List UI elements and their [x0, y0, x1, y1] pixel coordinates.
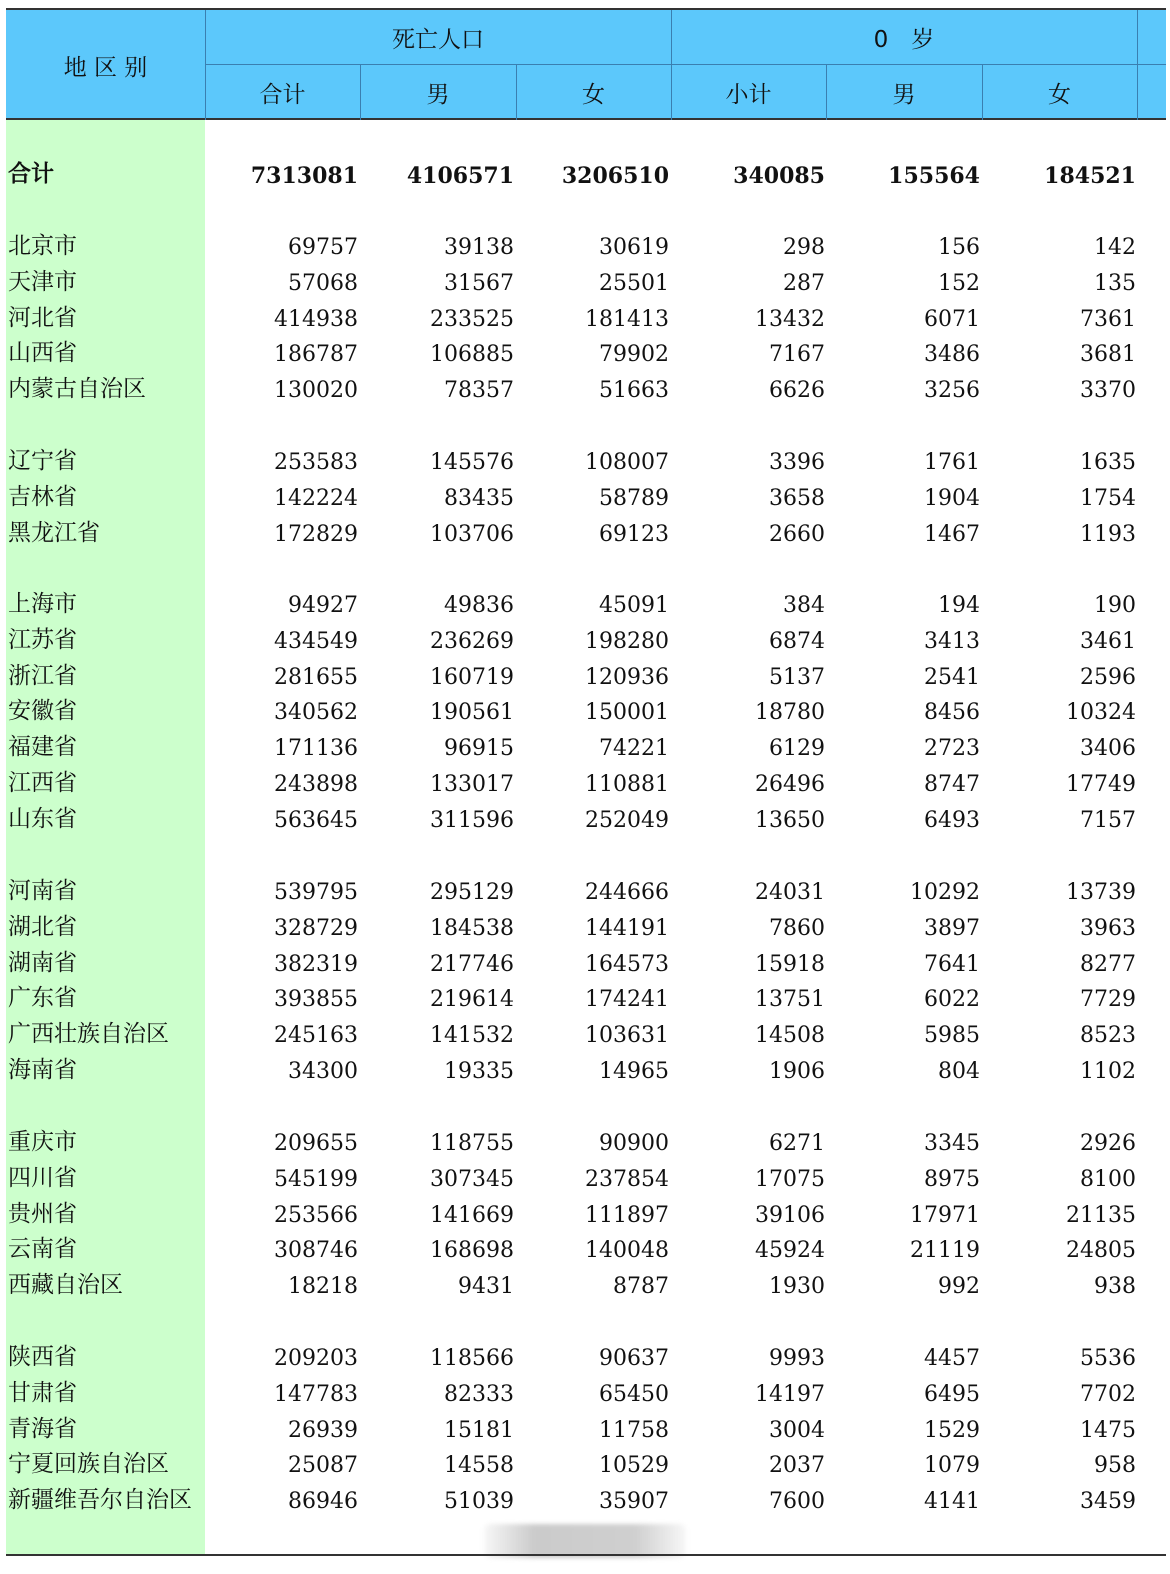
region-name: 安徽省 — [8, 698, 77, 725]
value-cell: 13432 — [755, 306, 825, 332]
value-cell: 96915 — [444, 736, 514, 762]
region-name: 浙江省 — [8, 662, 77, 689]
table-row — [6, 1339, 1166, 1375]
value-cell: 2596 — [1080, 664, 1136, 690]
table-row — [6, 945, 1166, 981]
value-cell: 340562 — [274, 700, 358, 726]
value-cell: 14558 — [444, 1453, 514, 1479]
table-row — [6, 1052, 1166, 1088]
region-name: 贵州省 — [8, 1200, 77, 1227]
value-cell: 190 — [1094, 593, 1136, 618]
value-cell: 17971 — [910, 1202, 980, 1228]
value-cell: 15918 — [755, 951, 825, 977]
region-name: 天津市 — [8, 268, 77, 295]
value-cell: 164573 — [585, 951, 669, 977]
value-cell: 1754 — [1080, 485, 1136, 511]
value-cell: 3004 — [769, 1417, 825, 1443]
col-subtotal-header: 小计 — [725, 82, 772, 108]
value-cell: 237854 — [585, 1166, 669, 1192]
region-name: 北京市 — [8, 233, 77, 259]
table-row — [6, 264, 1166, 300]
region-name: 黑龙江省 — [8, 519, 100, 546]
value-cell: 311596 — [430, 807, 514, 833]
value-cell: 14197 — [755, 1381, 825, 1407]
region-name: 上海市 — [8, 591, 77, 617]
value-cell: 992 — [938, 1274, 980, 1300]
value-cell: 4141 — [924, 1489, 980, 1515]
table-row — [6, 980, 1166, 1016]
table-row — [6, 801, 1166, 837]
value-cell: 155564 — [888, 163, 980, 189]
value-cell: 160719 — [430, 664, 514, 690]
region-name: 四川省 — [8, 1164, 77, 1191]
value-cell: 4457 — [924, 1346, 980, 1371]
value-cell: 35907 — [599, 1489, 669, 1515]
value-cell: 79902 — [599, 342, 669, 368]
value-cell: 86946 — [288, 1489, 358, 1515]
value-cell: 217746 — [430, 951, 514, 977]
value-cell: 111897 — [585, 1202, 669, 1228]
value-cell: 219614 — [430, 987, 514, 1013]
value-cell: 8787 — [613, 1274, 669, 1300]
value-cell: 3396 — [769, 450, 825, 475]
value-cell: 6271 — [769, 1131, 825, 1156]
value-cell: 804 — [938, 1059, 980, 1084]
value-cell: 3897 — [924, 915, 980, 941]
value-cell: 17075 — [755, 1166, 825, 1192]
value-cell: 414938 — [274, 306, 358, 332]
value-cell: 15181 — [444, 1417, 514, 1443]
table-row — [6, 443, 1166, 479]
value-cell: 295129 — [430, 880, 514, 905]
table-row — [6, 335, 1166, 371]
value-cell: 6022 — [924, 987, 980, 1013]
value-cell: 194 — [938, 593, 980, 618]
value-cell: 13650 — [755, 807, 825, 833]
region-name: 江苏省 — [8, 626, 77, 653]
value-cell: 18218 — [288, 1274, 358, 1300]
value-cell: 90637 — [599, 1346, 669, 1371]
table-row — [6, 693, 1166, 729]
value-cell: 14965 — [599, 1059, 669, 1084]
value-cell: 253583 — [274, 450, 358, 475]
region-name: 新疆维吾尔自治区 — [8, 1487, 192, 1514]
value-cell: 1930 — [769, 1274, 825, 1300]
value-cell: 209655 — [274, 1131, 358, 1156]
region-name: 福建省 — [8, 734, 77, 761]
value-cell: 156 — [938, 235, 980, 260]
value-cell: 382319 — [274, 951, 358, 977]
value-cell: 3681 — [1080, 342, 1136, 368]
region-name: 山东省 — [8, 805, 77, 832]
value-cell: 25087 — [288, 1453, 358, 1479]
value-cell: 7702 — [1080, 1381, 1136, 1407]
value-cell: 78357 — [444, 378, 514, 404]
value-cell: 1904 — [924, 485, 980, 511]
value-cell: 168698 — [430, 1238, 514, 1264]
value-cell: 8456 — [924, 700, 980, 726]
value-cell: 14508 — [755, 1023, 825, 1049]
value-cell: 281655 — [274, 664, 358, 690]
value-cell: 245163 — [274, 1023, 358, 1049]
value-cell: 74221 — [599, 736, 669, 762]
value-cell: 51663 — [599, 378, 669, 404]
region-name: 辽宁省 — [8, 448, 77, 474]
value-cell: 39138 — [444, 235, 514, 260]
table-row — [6, 300, 1166, 336]
value-cell: 3256 — [924, 378, 980, 404]
value-cell: 393855 — [274, 987, 358, 1013]
value-cell: 7167 — [769, 342, 825, 368]
value-cell: 8975 — [924, 1166, 980, 1192]
value-cell: 198280 — [585, 628, 669, 654]
value-cell: 108007 — [585, 450, 669, 475]
region-header: 地 区 别 — [63, 54, 148, 81]
value-cell: 57068 — [288, 270, 358, 296]
value-cell: 26939 — [288, 1417, 358, 1443]
value-cell: 1529 — [924, 1417, 980, 1443]
value-cell: 8100 — [1080, 1166, 1136, 1192]
col-female2-header: 女 — [1048, 82, 1071, 108]
value-cell: 103706 — [430, 521, 514, 547]
table-row — [6, 1160, 1166, 1196]
value-cell: 6874 — [769, 628, 825, 654]
value-cell: 142 — [1094, 235, 1136, 260]
value-cell: 1102 — [1080, 1059, 1136, 1084]
value-cell: 545199 — [274, 1166, 358, 1192]
value-cell: 45924 — [755, 1238, 825, 1264]
value-cell: 181413 — [585, 306, 669, 332]
value-cell: 3963 — [1080, 915, 1136, 941]
value-cell: 287 — [783, 270, 825, 296]
region-name: 广西壮族自治区 — [8, 1021, 169, 1048]
table-row — [6, 1411, 1166, 1447]
value-cell: 120936 — [585, 664, 669, 690]
value-cell: 135 — [1094, 270, 1136, 296]
value-cell: 8277 — [1080, 951, 1136, 977]
value-cell: 30619 — [599, 235, 669, 260]
region-name: 湖北省 — [8, 913, 77, 940]
value-cell: 82333 — [444, 1381, 514, 1407]
value-cell: 1475 — [1080, 1417, 1136, 1443]
value-cell: 3459 — [1080, 1489, 1136, 1515]
value-cell: 233525 — [430, 306, 514, 332]
table-row — [6, 658, 1166, 694]
value-cell: 25501 — [599, 270, 669, 296]
table-row — [6, 1231, 1166, 1267]
region-name: 河南省 — [8, 878, 77, 904]
value-cell: 17749 — [1066, 772, 1136, 797]
value-cell: 10529 — [599, 1453, 669, 1479]
value-cell: 298 — [783, 235, 825, 260]
value-cell: 140048 — [585, 1238, 669, 1264]
value-cell: 11758 — [599, 1417, 669, 1443]
value-cell: 4106571 — [406, 163, 514, 189]
region-name: 重庆市 — [8, 1129, 77, 1155]
value-cell: 10324 — [1066, 700, 1136, 726]
value-cell: 5137 — [769, 664, 825, 690]
value-cell: 3370 — [1080, 378, 1136, 404]
value-cell: 172829 — [274, 521, 358, 547]
total-row — [6, 156, 1166, 192]
value-cell: 150001 — [585, 700, 669, 726]
table-row — [6, 1124, 1166, 1160]
value-cell: 3658 — [769, 485, 825, 511]
value-cell: 45091 — [599, 593, 669, 618]
value-cell: 6495 — [924, 1381, 980, 1407]
value-cell: 69757 — [288, 235, 358, 260]
region-name: 西藏自治区 — [8, 1272, 123, 1299]
region-name: 内蒙古自治区 — [8, 376, 146, 403]
value-cell: 308746 — [274, 1238, 358, 1264]
value-cell: 18780 — [755, 700, 825, 726]
value-cell: 142224 — [274, 485, 358, 511]
value-cell: 152 — [938, 270, 980, 296]
value-cell: 1193 — [1080, 521, 1136, 547]
value-cell: 171136 — [274, 736, 358, 762]
value-cell: 19335 — [444, 1059, 514, 1084]
age0-group-header: 0 岁 — [873, 26, 935, 53]
value-cell: 141669 — [430, 1202, 514, 1228]
value-cell: 563645 — [274, 807, 358, 833]
value-cell: 2660 — [769, 521, 825, 547]
value-cell: 90900 — [599, 1131, 669, 1156]
value-cell: 938 — [1094, 1274, 1136, 1300]
value-cell: 24805 — [1066, 1238, 1136, 1264]
table-row — [6, 371, 1166, 407]
value-cell: 958 — [1094, 1453, 1136, 1479]
value-cell: 174241 — [585, 987, 669, 1013]
value-cell: 5985 — [924, 1023, 980, 1049]
value-cell: 6071 — [924, 306, 980, 332]
value-cell: 186787 — [274, 342, 358, 368]
value-cell: 9431 — [458, 1274, 514, 1300]
col-male2-header: 男 — [892, 82, 916, 108]
region-name: 甘肃省 — [8, 1379, 77, 1406]
value-cell: 190561 — [430, 700, 514, 726]
value-cell: 184538 — [430, 915, 514, 941]
value-cell: 539795 — [274, 880, 358, 905]
value-cell: 1467 — [924, 521, 980, 547]
value-cell: 384 — [783, 593, 825, 618]
value-cell: 3413 — [924, 628, 980, 654]
table-row — [6, 765, 1166, 801]
value-cell: 7361 — [1080, 306, 1136, 332]
value-cell: 6626 — [769, 378, 825, 404]
value-cell: 252049 — [585, 807, 669, 833]
value-cell: 13751 — [755, 987, 825, 1013]
value-cell: 26496 — [755, 772, 825, 797]
region-name: 山西省 — [8, 340, 77, 367]
value-cell: 1079 — [924, 1453, 980, 1479]
table-row — [6, 729, 1166, 765]
value-cell: 110881 — [585, 772, 669, 797]
value-cell: 118755 — [430, 1131, 514, 1156]
value-cell: 24031 — [755, 880, 825, 905]
region-name: 河北省 — [8, 304, 77, 331]
value-cell: 8747 — [924, 772, 980, 797]
value-cell: 7600 — [769, 1489, 825, 1515]
table-row — [6, 909, 1166, 945]
value-cell: 2926 — [1080, 1131, 1136, 1156]
value-cell: 1635 — [1080, 450, 1136, 475]
value-cell: 3406 — [1080, 736, 1136, 762]
value-cell: 94927 — [288, 593, 358, 618]
value-cell: 2037 — [769, 1453, 825, 1479]
region-name: 陕西省 — [8, 1344, 77, 1370]
value-cell: 106885 — [430, 342, 514, 368]
value-cell: 34300 — [288, 1059, 358, 1084]
table-row — [6, 1482, 1166, 1518]
region-name: 合计 — [8, 161, 54, 187]
value-cell: 236269 — [430, 628, 514, 654]
table-row — [6, 479, 1166, 515]
value-cell: 130020 — [274, 378, 358, 404]
value-cell: 118566 — [430, 1346, 514, 1371]
value-cell: 307345 — [430, 1166, 514, 1192]
value-cell: 145576 — [430, 450, 514, 475]
region-name: 青海省 — [8, 1415, 77, 1442]
table-row — [6, 1446, 1166, 1482]
value-cell: 31567 — [444, 270, 514, 296]
value-cell: 58789 — [599, 485, 669, 511]
value-cell: 184521 — [1044, 163, 1136, 189]
value-cell: 21135 — [1066, 1202, 1136, 1228]
value-cell: 51039 — [444, 1489, 514, 1515]
region-name: 海南省 — [8, 1057, 77, 1083]
region-name: 吉林省 — [8, 483, 77, 510]
blurred-watermark — [484, 1524, 686, 1558]
value-cell: 253566 — [274, 1202, 358, 1228]
region-name: 云南省 — [8, 1236, 77, 1263]
value-cell: 434549 — [274, 628, 358, 654]
col-male-header: 男 — [426, 82, 450, 108]
value-cell: 3345 — [924, 1131, 980, 1156]
value-cell: 243898 — [274, 772, 358, 797]
value-cell: 7641 — [924, 951, 980, 977]
value-cell: 3206510 — [561, 163, 669, 189]
table-row — [6, 515, 1166, 551]
value-cell: 340085 — [733, 163, 825, 189]
value-cell: 10292 — [910, 880, 980, 905]
value-cell: 133017 — [430, 772, 514, 797]
value-cell: 83435 — [444, 485, 514, 511]
col-female-header: 女 — [582, 82, 605, 108]
col-total-header: 合计 — [259, 82, 306, 108]
table-row — [6, 1375, 1166, 1411]
value-cell: 5536 — [1080, 1346, 1136, 1371]
table-header — [6, 8, 1166, 120]
region-name: 湖南省 — [8, 949, 77, 976]
value-cell: 69123 — [599, 521, 669, 547]
table-row — [6, 1016, 1166, 1052]
value-cell: 7860 — [769, 915, 825, 941]
table-row — [6, 1196, 1166, 1232]
value-cell: 7729 — [1080, 987, 1136, 1013]
table-row — [6, 586, 1166, 622]
table-row — [6, 622, 1166, 658]
value-cell: 65450 — [599, 1381, 669, 1407]
table-row — [6, 873, 1166, 909]
value-cell: 1761 — [924, 450, 980, 475]
population-death-table — [6, 8, 1166, 1556]
value-cell: 2723 — [924, 736, 980, 762]
value-cell: 2541 — [924, 664, 980, 690]
value-cell: 21119 — [910, 1238, 980, 1264]
region-name: 江西省 — [8, 770, 77, 796]
value-cell: 244666 — [585, 880, 669, 905]
value-cell: 1906 — [769, 1059, 825, 1084]
value-cell: 13739 — [1066, 880, 1136, 905]
value-cell: 39106 — [755, 1202, 825, 1228]
bottom-rule — [6, 1554, 1166, 1556]
table-row — [6, 228, 1166, 264]
value-cell: 209203 — [274, 1346, 358, 1371]
value-cell: 328729 — [274, 915, 358, 941]
region-name: 宁夏回族自治区 — [8, 1451, 169, 1478]
value-cell: 141532 — [430, 1023, 514, 1049]
value-cell: 147783 — [274, 1381, 358, 1407]
value-cell: 6493 — [924, 807, 980, 833]
value-cell: 7157 — [1080, 807, 1136, 833]
value-cell: 7313081 — [250, 163, 358, 189]
value-cell: 9993 — [769, 1346, 825, 1371]
value-cell: 3486 — [924, 342, 980, 368]
value-cell: 103631 — [585, 1023, 669, 1049]
value-cell: 8523 — [1080, 1023, 1136, 1049]
deaths-group-header: 死亡人口 — [392, 26, 484, 53]
value-cell: 3461 — [1080, 628, 1136, 654]
value-cell: 49836 — [444, 593, 514, 618]
value-cell: 144191 — [585, 915, 669, 941]
region-name: 广东省 — [8, 985, 77, 1012]
value-cell: 6129 — [769, 736, 825, 762]
table-row — [6, 1267, 1166, 1303]
